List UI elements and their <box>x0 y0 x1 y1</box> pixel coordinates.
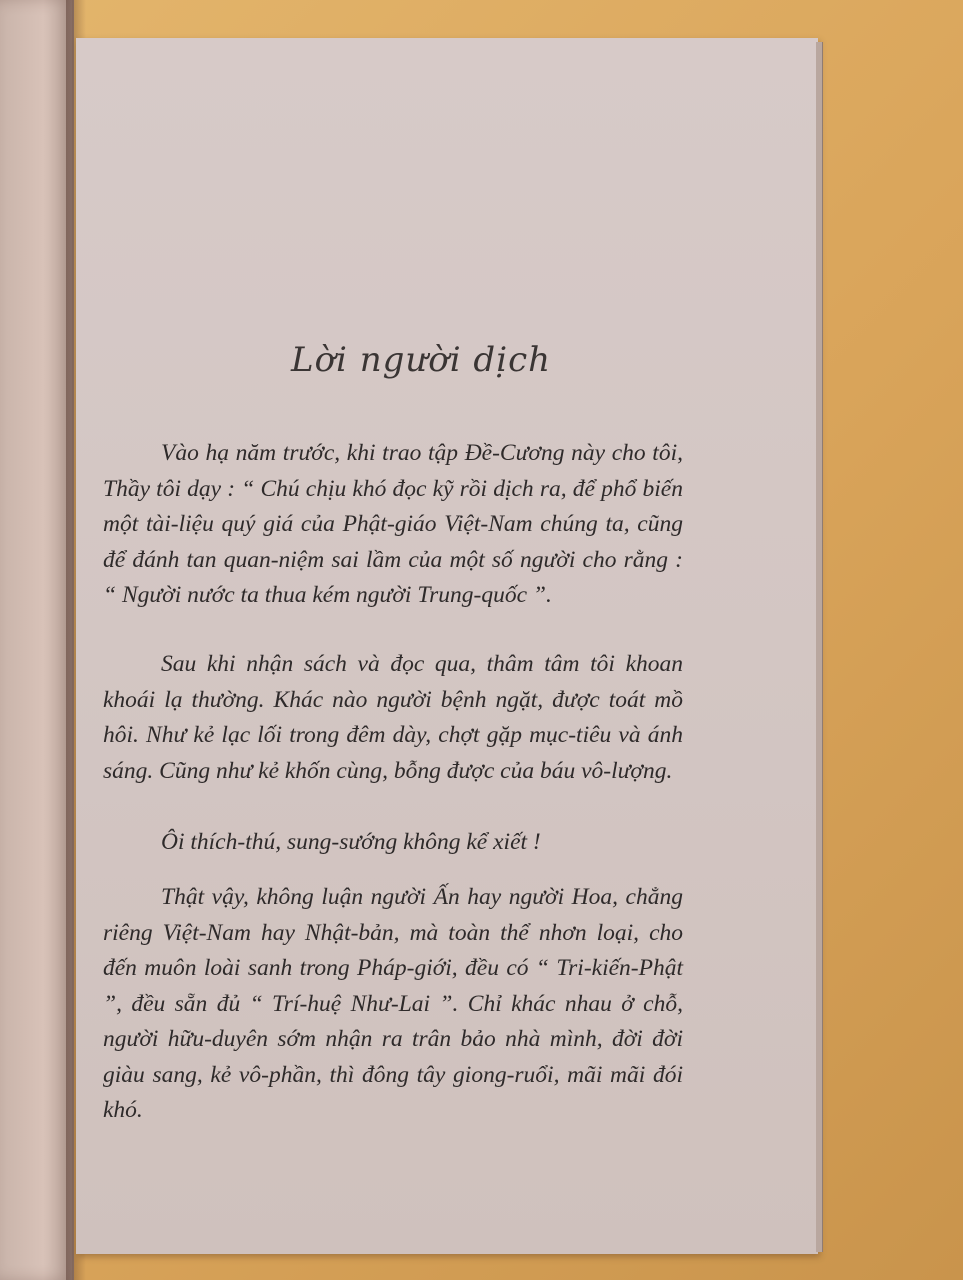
paragraph-4: Thật vậy, không luận người Ấn hay người Hoa, chẳng riêng Việt-Nam hay Nhật-bản, mà toàn thể nhơn loại, cho đến muôn loài sanh trong Pháp-giới, đều có “ Tri-kiến-Phật ”, đều sẵn đủ “ Trí-huệ Như-Lai ”. Chỉ khác nhau ở chỗ, người hữu-duyên sớm nhận ra trân bảo nhà mình, đời đời giàu sang, kẻ vô-phần, thì đông tây giong-ruổi, mãi mãi đói khó. <box>103 884 683 1123</box>
page-stack-edge <box>816 42 823 1252</box>
paragraph-3: Ôi thích-thú, sung-sướng không kể xiết ! <box>161 829 541 855</box>
facing-page-edge <box>0 0 74 1280</box>
paragraph-1: Vào hạ năm trước, khi trao tập Đề-Cương này cho tôi, Thầy tôi dạy : “ Chú chịu khó đọc kỹ rồi dịch ra, để phổ biến một tài-liệu quý giá của Phật-giáo Việt-Nam chúng ta, cũng để đánh tan quan-niệm sai lầm của một số người cho rằng : “ Người nước ta thua kém người Trung-quốc ”. <box>103 440 683 608</box>
page-title: Lời người dịch <box>290 340 552 380</box>
paragraph-2: Sau khi nhận sách và đọc qua, thâm tâm tôi khoan khoái lạ thường. Khác nào người bệnh ngặt, được toát mồ hôi. Như kẻ lạc lối trong đêm dày, chợt gặp mục-tiêu và ánh sáng. Cũng như kẻ khốn cùng, bỗng được của báu vô-lượng. <box>103 651 683 784</box>
